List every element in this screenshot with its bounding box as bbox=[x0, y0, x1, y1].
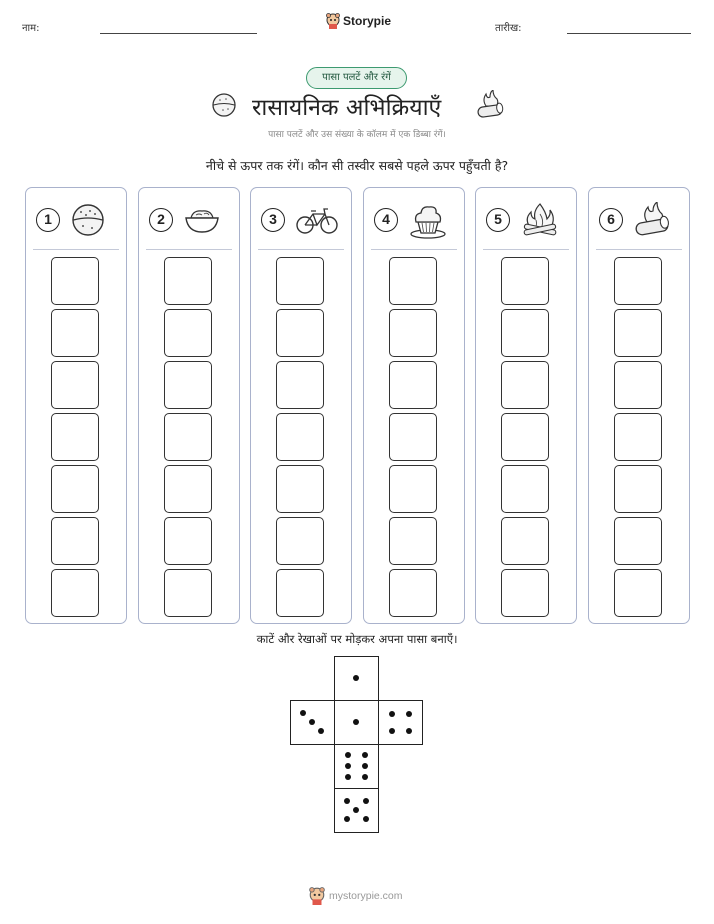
subtitle: पासा पलटें और उस संख्या के कॉलम में एक डिब्बा रंगें। bbox=[268, 130, 446, 140]
column-5 bbox=[475, 187, 577, 624]
pip bbox=[362, 752, 368, 758]
footer-website[interactable]: mystorypie.com bbox=[329, 890, 403, 902]
campfire-icon bbox=[520, 202, 560, 244]
color-box[interactable] bbox=[614, 309, 662, 357]
pip bbox=[353, 719, 359, 725]
color-box[interactable] bbox=[276, 361, 324, 409]
column-number: 6 bbox=[599, 208, 623, 232]
burning-log-icon bbox=[633, 202, 673, 244]
column-1 bbox=[25, 187, 127, 624]
color-box[interactable] bbox=[164, 413, 212, 461]
pip bbox=[318, 728, 324, 734]
color-box[interactable] bbox=[501, 569, 549, 617]
storypie-mascot-icon bbox=[326, 13, 340, 29]
color-box[interactable] bbox=[389, 361, 437, 409]
color-box[interactable] bbox=[164, 517, 212, 565]
column-number: 2 bbox=[149, 208, 173, 232]
color-box[interactable] bbox=[164, 361, 212, 409]
color-box[interactable] bbox=[614, 517, 662, 565]
color-box[interactable] bbox=[614, 465, 662, 513]
pip bbox=[406, 728, 412, 734]
color-box[interactable] bbox=[276, 517, 324, 565]
column-number: 1 bbox=[36, 208, 60, 232]
column-3 bbox=[250, 187, 352, 624]
color-box[interactable] bbox=[389, 309, 437, 357]
die-face-4 bbox=[378, 700, 423, 745]
column-2 bbox=[138, 187, 240, 624]
die-face-6 bbox=[334, 744, 379, 789]
topic-pill: पासा पलटें और रंगें bbox=[306, 67, 407, 89]
burning-log-icon bbox=[474, 90, 506, 124]
pip bbox=[353, 675, 359, 681]
die-face-1 bbox=[334, 656, 379, 701]
brand-name: Storypie bbox=[343, 14, 392, 28]
color-box[interactable] bbox=[501, 309, 549, 357]
color-box[interactable] bbox=[614, 413, 662, 461]
color-box[interactable] bbox=[614, 257, 662, 305]
color-box[interactable] bbox=[51, 465, 99, 513]
pip bbox=[345, 763, 351, 769]
column-6 bbox=[588, 187, 690, 624]
color-box[interactable] bbox=[164, 569, 212, 617]
column-divider bbox=[33, 249, 119, 250]
color-box[interactable] bbox=[614, 569, 662, 617]
pip bbox=[362, 774, 368, 780]
name-line[interactable] bbox=[100, 33, 257, 34]
date-label: तारीख: bbox=[495, 23, 522, 34]
die-face-5 bbox=[334, 788, 379, 833]
column-divider bbox=[146, 249, 232, 250]
instruction: नीचे से ऊपर तक रंगें। कौन सी तस्वीर सबसे पहले ऊपर पहुँचती है? bbox=[205, 158, 509, 173]
color-box[interactable] bbox=[276, 413, 324, 461]
column-4 bbox=[363, 187, 465, 624]
column-divider bbox=[483, 249, 569, 250]
color-box[interactable] bbox=[51, 569, 99, 617]
column-number: 5 bbox=[486, 208, 510, 232]
color-box[interactable] bbox=[389, 413, 437, 461]
column-number: 3 bbox=[261, 208, 285, 232]
color-box[interactable] bbox=[501, 361, 549, 409]
pip bbox=[353, 807, 359, 813]
color-box[interactable] bbox=[501, 257, 549, 305]
color-box[interactable] bbox=[389, 465, 437, 513]
name-label: नाम: bbox=[22, 23, 40, 34]
color-box[interactable] bbox=[276, 257, 324, 305]
footer bbox=[309, 887, 403, 905]
die-face-3 bbox=[290, 700, 335, 745]
brand-logo bbox=[326, 13, 391, 29]
color-box[interactable] bbox=[501, 413, 549, 461]
column-divider bbox=[258, 249, 344, 250]
color-box[interactable] bbox=[614, 361, 662, 409]
pip bbox=[300, 710, 306, 716]
column-divider bbox=[596, 249, 682, 250]
color-box[interactable] bbox=[276, 309, 324, 357]
pip bbox=[309, 719, 315, 725]
pip bbox=[345, 752, 351, 758]
color-box[interactable] bbox=[164, 309, 212, 357]
cupcake-icon bbox=[408, 202, 448, 244]
color-box[interactable] bbox=[51, 361, 99, 409]
color-box[interactable] bbox=[501, 465, 549, 513]
color-box[interactable] bbox=[51, 309, 99, 357]
pip bbox=[362, 763, 368, 769]
color-box[interactable] bbox=[501, 517, 549, 565]
pip bbox=[345, 774, 351, 780]
die-face-1-center bbox=[334, 700, 379, 745]
color-box[interactable] bbox=[164, 257, 212, 305]
pip bbox=[389, 711, 395, 717]
date-line[interactable] bbox=[567, 33, 691, 34]
cut-instruction: काटें और रेखाओं पर मोड़कर अपना पासा बनाएँ। bbox=[256, 632, 458, 646]
color-box[interactable] bbox=[389, 257, 437, 305]
bowl-of-dough-icon bbox=[183, 202, 221, 242]
bath-bomb-icon bbox=[70, 202, 106, 242]
color-box[interactable] bbox=[389, 517, 437, 565]
color-box[interactable] bbox=[276, 569, 324, 617]
bath-bomb-icon bbox=[211, 92, 237, 122]
pip bbox=[363, 798, 369, 804]
color-box[interactable] bbox=[51, 257, 99, 305]
pip bbox=[344, 816, 350, 822]
color-box[interactable] bbox=[276, 465, 324, 513]
column-number: 4 bbox=[374, 208, 398, 232]
color-box[interactable] bbox=[51, 413, 99, 461]
color-box[interactable] bbox=[389, 569, 437, 617]
pip bbox=[363, 816, 369, 822]
color-box[interactable] bbox=[51, 517, 99, 565]
column-divider bbox=[371, 249, 457, 250]
color-box[interactable] bbox=[164, 465, 212, 513]
page-title: रासायनिक अभिक्रियाएँ bbox=[252, 95, 442, 121]
pip bbox=[344, 798, 350, 804]
storypie-mascot-icon bbox=[309, 887, 325, 905]
pip bbox=[389, 728, 395, 734]
pip bbox=[406, 711, 412, 717]
bicycle-icon bbox=[295, 202, 339, 242]
